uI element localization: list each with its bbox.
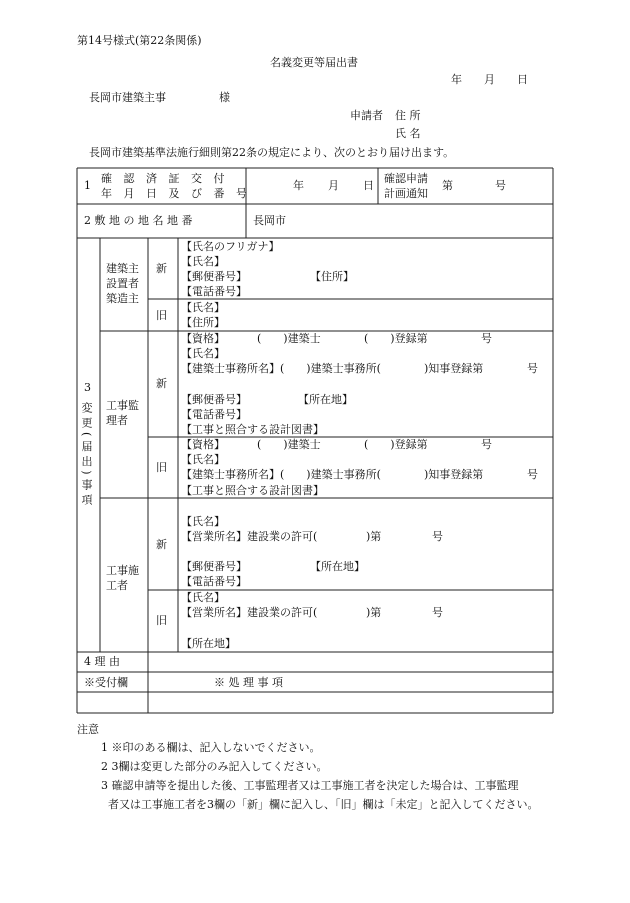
supervisor-old-office: 【建築士事務所名】( )建築士事務所( (181, 468, 381, 481)
note-item-3: 3 確認申請等を提出した後、工事監理者又は工事施工者を決定した場合は、工事監理 (101, 779, 519, 792)
section1-dai: 第 (442, 179, 453, 192)
supervisor-new-governor-go: 号 (527, 362, 538, 375)
supervisor-new-phone: 【電話番号】 (181, 408, 247, 421)
supervisor-new-label: 新 (156, 377, 167, 390)
section4-reason-label: 4 理 由 (84, 655, 120, 668)
owner-new-furigana: 【氏名のフリガナ】 (181, 240, 280, 253)
supervisor-new-postal: 【郵便番号】 (181, 393, 247, 406)
supervisor-old-governor-reg: )知事登録第 (424, 468, 484, 481)
owner-label-line2: 設置者 (106, 277, 139, 290)
form-number: 第14号様式(第22条関係) (77, 34, 202, 47)
owner-new-postal: 【郵便番号】 (181, 270, 247, 283)
supervisor-old-qualification: 【資格】 (181, 438, 225, 451)
section1-year: 年 (293, 179, 304, 192)
applicant-address-label: 住 所 (395, 109, 421, 122)
reception-label: ※受付欄 (84, 676, 128, 689)
note-item-3-cont: 者又は工事施工者を3欄の「新」欄に記入し、「旧」欄は「未定」と記入してください。 (108, 798, 539, 811)
contractor-old-business: 【営業所名】建設業の許可( (181, 606, 318, 619)
owner-label-line3: 築造主 (106, 292, 139, 305)
supervisor-new-location: 【所在地】 (298, 393, 353, 406)
date-year-label: 年 (451, 73, 462, 86)
notes-heading: 注意 (77, 723, 99, 736)
supervisor-new-architect: ( )建築士 (257, 332, 321, 345)
document-title: 名義変更等届出書 (270, 56, 358, 69)
contractor-old-location: 【所在地】 (181, 637, 236, 650)
section1-month: 月 (328, 179, 339, 192)
date-month-label: 月 (484, 73, 495, 86)
plan-notice-label: 計画通知 (384, 187, 428, 200)
note-item-2: 2 3欄は変更した部分のみ記入してください。 (101, 760, 328, 773)
owner-old-name: 【氏名】 (181, 301, 225, 314)
date-day-label: 日 (517, 73, 528, 86)
owner-old-label: 旧 (156, 309, 167, 322)
supervisor-new-qualification: 【資格】 (181, 332, 225, 345)
contractor-new-label: 新 (156, 538, 167, 551)
section1-day: 日 (363, 179, 374, 192)
applicant-label: 申請者 (350, 109, 383, 122)
owner-new-label: 新 (156, 262, 167, 275)
section1-label-line1: 確 認 済 証 交 付 (101, 172, 229, 185)
owner-new-address: 【住所】 (310, 270, 354, 283)
supervisor-new-governor-reg: )知事登録第 (424, 362, 484, 375)
supervisor-label-line2: 理者 (106, 414, 128, 427)
contractor-old-go: 号 (432, 606, 443, 619)
owner-label-line1: 建築主 (106, 262, 139, 275)
addressee: 長岡市建築主事 (89, 91, 166, 104)
contractor-new-business: 【営業所名】建設業の許可( (181, 530, 318, 543)
section3-vertical-label: 変更(届出)事項 (80, 402, 93, 509)
contractor-new-dai: )第 (366, 530, 382, 543)
contractor-old-name: 【氏名】 (181, 591, 225, 604)
owner-old-address: 【住所】 (181, 316, 225, 329)
section2-label: 2 敷 地 の 地 名 地 番 (84, 214, 193, 227)
contractor-new-location: 【所在地】 (310, 560, 365, 573)
contractor-label-line2: 工者 (106, 579, 128, 592)
supervisor-old-name: 【氏名】 (181, 453, 225, 466)
contractor-label-line1: 工事施 (106, 564, 139, 577)
supervisor-old-registration-go: 号 (481, 438, 492, 451)
note-item-1: 1 ※印のある欄は、記入しないでください。 (101, 741, 321, 754)
supervisor-old-label: 旧 (156, 461, 167, 474)
section3-number: 3 (84, 381, 91, 394)
section1-number: 1 (84, 179, 91, 192)
contractor-old-label: 旧 (156, 614, 167, 627)
contractor-new-name: 【氏名】 (181, 515, 225, 528)
supervisor-label-line1: 工事監 (106, 399, 139, 412)
applicant-name-label: 氏 名 (395, 127, 421, 140)
contractor-new-go: 号 (432, 530, 443, 543)
contractor-new-postal: 【郵便番号】 (181, 560, 247, 573)
supervisor-new-office: 【建築士事務所名】( )建築士事務所( (181, 362, 381, 375)
intro-text: 長岡市建築基準法施行細則第22条の規定により、次のとおり届け出ます。 (89, 146, 455, 159)
contractor-new-phone: 【電話番号】 (181, 575, 247, 588)
section1-label-line2: 年 月 日 及 び 番 号 (101, 187, 251, 200)
contractor-old-dai: )第 (366, 606, 382, 619)
supervisor-new-name: 【氏名】 (181, 347, 225, 360)
owner-new-phone: 【電話番号】 (181, 285, 247, 298)
supervisor-new-registration-go: 号 (481, 332, 492, 345)
supervisor-old-architect: ( )建築士 (257, 438, 321, 451)
confirm-application-label: 確認申請 (384, 172, 428, 185)
owner-new-name: 【氏名】 (181, 255, 225, 268)
supervisor-old-drawings: 【工事と照合する設計図書】 (181, 484, 324, 497)
processing-items-label: ※ 処 理 事 項 (214, 676, 283, 689)
section1-go: 号 (495, 179, 506, 192)
supervisor-new-drawings: 【工事と照合する設計図書】 (181, 423, 324, 436)
supervisor-new-registration: ( )登録第 (364, 332, 428, 345)
site-address-value: 長岡市 (253, 214, 286, 227)
supervisor-old-registration: ( )登録第 (364, 438, 428, 451)
addressee-suffix: 様 (219, 91, 230, 104)
supervisor-old-governor-go: 号 (527, 468, 538, 481)
